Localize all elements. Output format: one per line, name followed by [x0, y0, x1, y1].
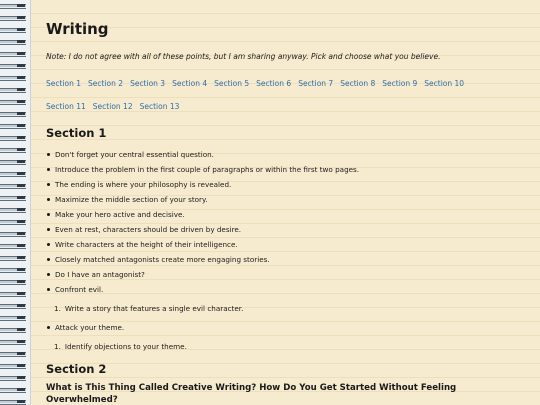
section-2-subheading: What is This Thing Called Creative Writing? How Do You Get Started Without Feeling Overwhelmed? [46, 383, 457, 405]
sub-item-text: Write a story that features a single evil character. [64, 304, 244, 313]
list-item: Even at rest, characters should be driven by desire. [46, 222, 530, 237]
toc-link-section-11[interactable]: Section 11 [46, 102, 86, 111]
toc-link-section-2[interactable]: Section 2 [88, 79, 124, 88]
list-item: Don't forget your central essential question. [46, 147, 530, 162]
section-1-list [46, 147, 530, 297]
list-item: Closely matched antagonists create more engaging stories. [46, 252, 530, 267]
spiral-binding [0, 0, 31, 405]
intro-note: Note: I do not agree with all of these points, but I am sharing anyway. Pick and choose what you believe. [46, 52, 441, 61]
table-of-contents [46, 79, 486, 112]
list-item: Do I have an antagonist? [46, 267, 530, 282]
toc-link-section-8[interactable]: Section 8 [340, 79, 376, 88]
list-item: Write characters at the height of their intelligence. [46, 237, 530, 252]
section-2-heading: Section 2 [46, 362, 107, 376]
sub-item-number: 1. [54, 304, 61, 313]
section-1-heading: Section 1 [46, 126, 107, 140]
list-item: Make your hero active and decisive. [46, 207, 530, 222]
list-item: Confront evil. [46, 282, 530, 297]
section-1-list-continued [46, 320, 530, 335]
binding-holes [17, 0, 25, 405]
list-item: Introduce the problem in the first couple of paragraphs or within the first two pages. [46, 162, 530, 177]
list-item: Maximize the middle section of your story. [46, 192, 530, 207]
sub-item-number: 1. [54, 342, 61, 351]
toc-link-section-7[interactable]: Section 7 [298, 79, 334, 88]
numbered-sub-item [46, 339, 530, 354]
toc-link-section-4[interactable]: Section 4 [172, 79, 208, 88]
toc-link-section-13[interactable]: Section 13 [139, 102, 180, 111]
page-title: Writing [46, 20, 109, 38]
page-content [46, 0, 530, 405]
toc-link-section-9[interactable]: Section 9 [382, 79, 418, 88]
toc-link-section-10[interactable]: Section 10 [424, 79, 465, 88]
toc-link-section-1[interactable]: Section 1 [46, 79, 82, 88]
toc-link-section-12[interactable]: Section 12 [92, 102, 133, 111]
sub-item-text: Identify objections to your theme. [64, 342, 187, 351]
toc-link-section-3[interactable]: Section 3 [130, 79, 166, 88]
list-item: Attack your theme. [46, 320, 530, 335]
list-item: The ending is where your philosophy is revealed. [46, 177, 530, 192]
toc-link-section-5[interactable]: Section 5 [214, 79, 250, 88]
toc-link-section-6[interactable]: Section 6 [256, 79, 292, 88]
numbered-sub-item [46, 301, 530, 316]
